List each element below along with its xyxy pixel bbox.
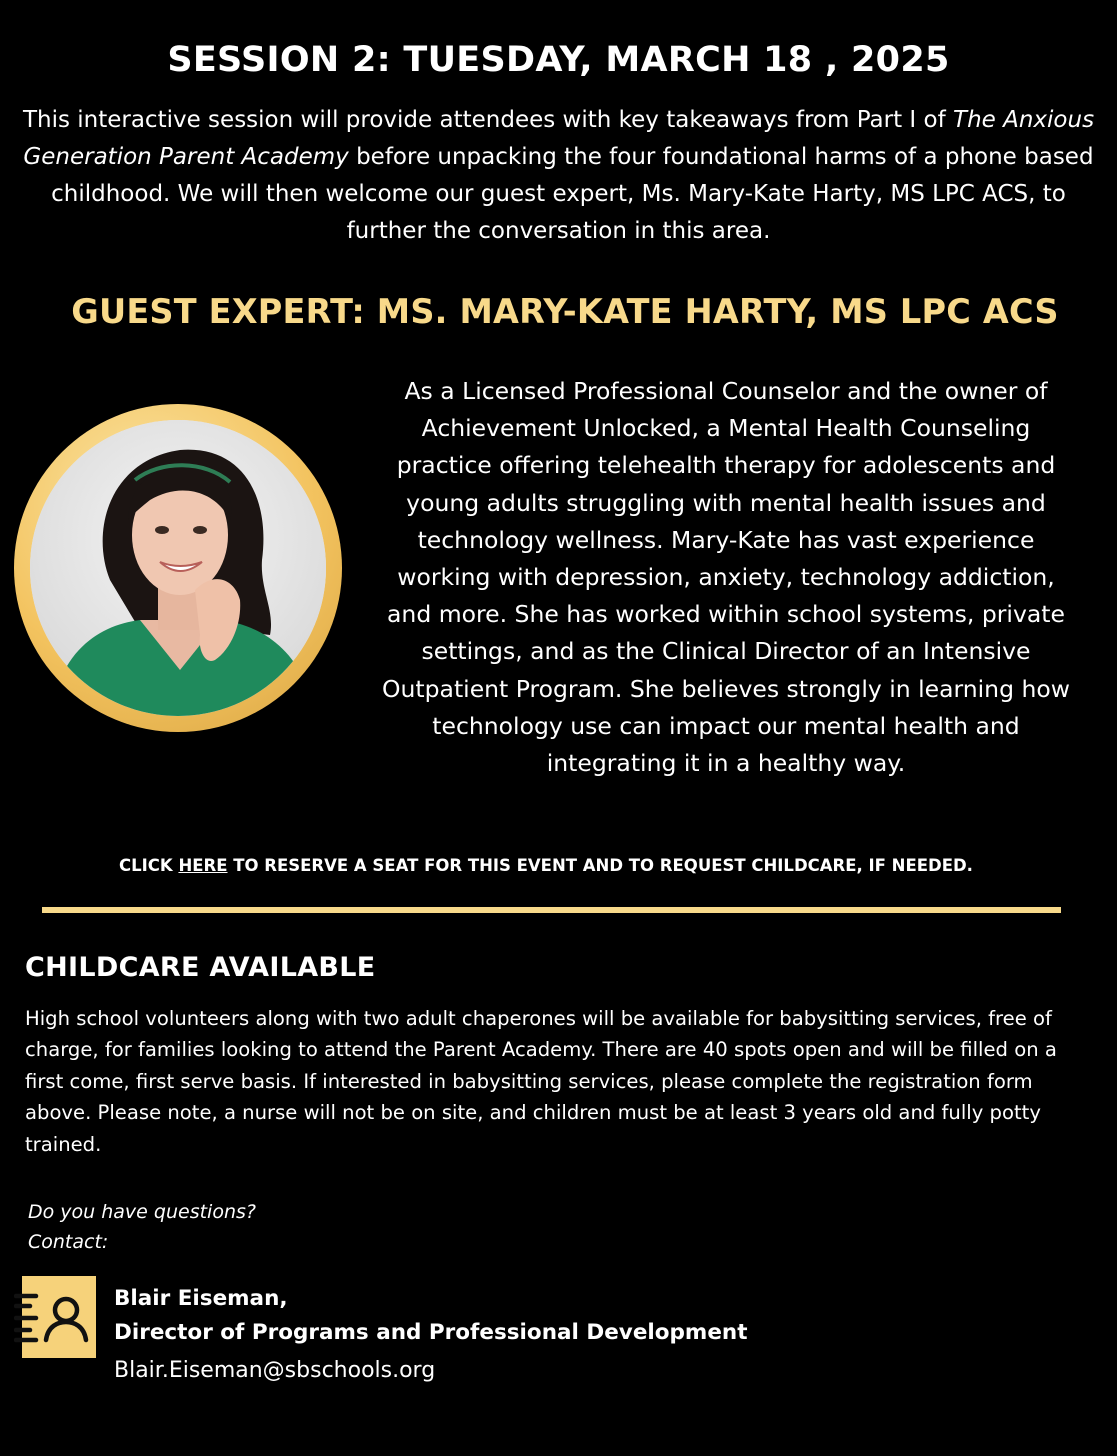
childcare-description: High school volunteers along with two adult chaperones will be available for babysitting services, free of charge, for families looking to attend the Parent Academy. There are 40 spots open and will be filled on a first come, first serve basis. If interested in babysitting services, please complete the registration form above. Please note, a nurse will not be on site, and children must be at least 3 years old and fully potty trained.	[25, 1007, 1057, 1156]
questions-block	[28, 1197, 256, 1257]
guest-bio: As a Licensed Professional Counselor and the owner of Achievement Unlocked, a Mental Health Counseling practice offering telehealth therapy for adolescents and young adults struggling with mental health issues and technology wellness. Mary-Kate has vast experience working with depression, anxiety, technology addiction, and more. She has worked within school systems, private settings, and as the Clinical Director of an Intensive Outpatient Program. She believes strongly in learning how technology use can impact our mental health and integrating it in a healthy way.	[382, 377, 1070, 778]
contact-name: Blair Eiseman,	[114, 1286, 288, 1311]
reserve-suffix: TO RESERVE A SEAT FOR THIS EVENT AND TO REQUEST CHILDCARE, IF NEEDED.	[227, 856, 973, 875]
session-desc-part2: before unpacking the four foundational harms of a phone based childhood. We will then welcome our guest expert, Ms. Mary-Kate Harty, MS LPC ACS, to further the conversation in this area.	[51, 144, 1094, 244]
reserve-seat-line	[0, 856, 1092, 875]
section-divider	[42, 907, 1061, 913]
session-desc-part1: This interactive session will provide attendees with key takeaways from Part I of	[22, 107, 954, 133]
questions-prompt: Do you have questions?	[28, 1201, 256, 1223]
contact-role: Director of Programs and Professional Development	[114, 1320, 748, 1345]
session-desc-book-title: The Anxious Generation Parent Academy	[23, 107, 1095, 170]
childcare-title: CHILDCARE AVAILABLE	[25, 952, 376, 983]
contact-email-link[interactable]: Blair.Eiseman@sbschools.org	[114, 1358, 436, 1383]
session-title: SESSION 2: TUESDAY, MARCH 18 , 2025	[167, 40, 950, 80]
reserve-prefix: CLICK	[119, 856, 179, 875]
guest-expert-title: GUEST EXPERT: MS. MARY-KATE HARTY, MS LPC ACS	[71, 292, 1059, 331]
guest-photo	[30, 420, 326, 716]
session-description	[10, 102, 1107, 250]
reserve-here-link[interactable]: HERE	[178, 856, 228, 875]
contact-person-icon	[14, 1276, 96, 1358]
contact-label: Contact:	[28, 1231, 109, 1253]
